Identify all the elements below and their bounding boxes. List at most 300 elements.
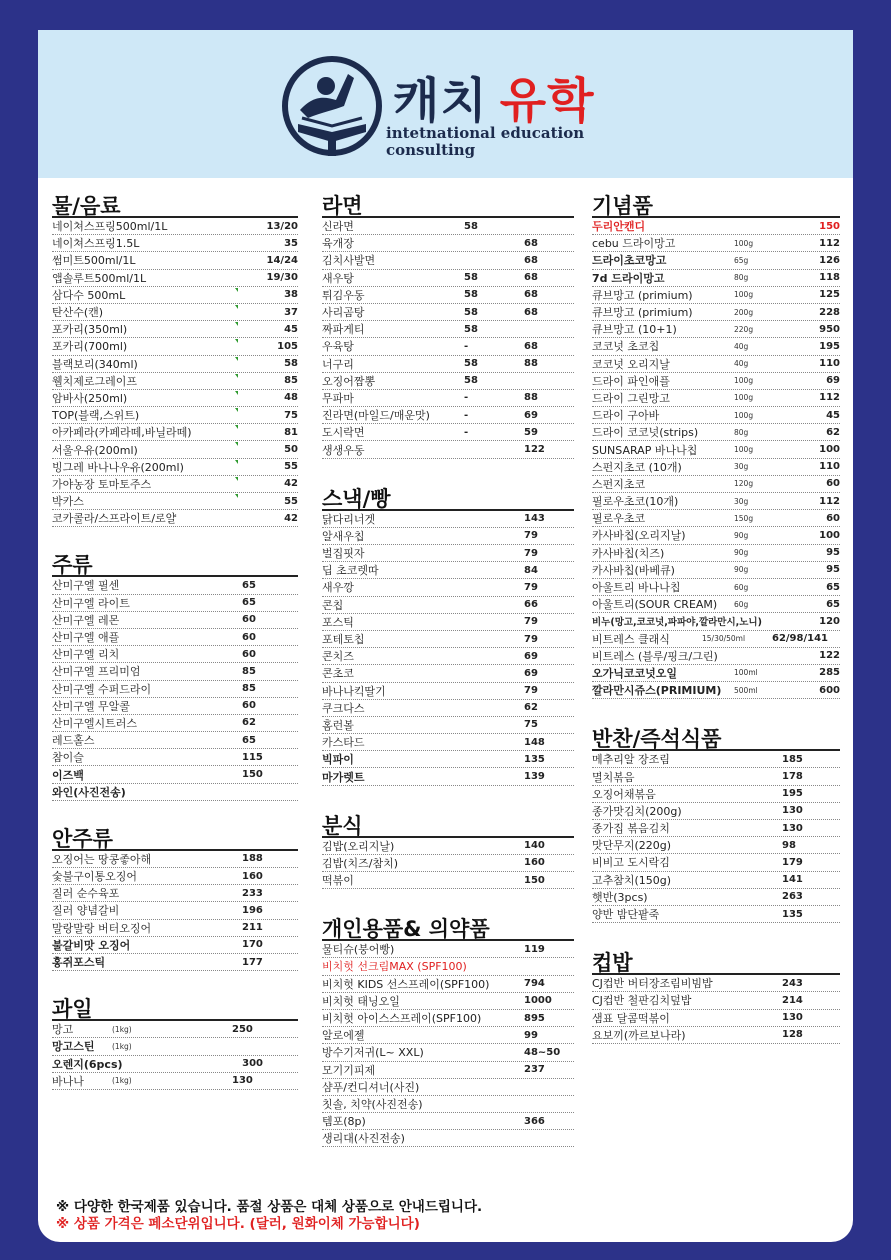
item-name: 드라이 구아바: [592, 409, 660, 423]
item-name: 스펀지초코: [592, 477, 646, 491]
item-name: 참이슬: [52, 751, 84, 765]
item-price: 110: [819, 461, 840, 473]
list-item: [322, 1044, 574, 1061]
item-name: 모기기피제: [322, 1063, 376, 1077]
item-name: 닭다리너겟: [322, 512, 376, 526]
item-name: 웰치제로그레이프: [52, 374, 138, 388]
item-price: 65: [826, 581, 840, 593]
item-name: 네이쳐스프링500ml/1L: [52, 220, 168, 234]
item-price: 60: [242, 700, 256, 712]
item-name: 필로우초코(10개): [592, 495, 679, 509]
item-price: 55: [284, 495, 298, 507]
column-left: [52, 178, 298, 1090]
section-title-souvenir: 기념품: [592, 186, 840, 218]
list-item: [322, 1096, 574, 1113]
section-title-liquor: 주류: [52, 545, 298, 577]
list-item: [592, 579, 840, 596]
item-price: 211: [242, 922, 263, 934]
item-price: 79: [524, 633, 538, 645]
item-price: 150: [524, 874, 545, 886]
section-fruit: [52, 989, 298, 1090]
item-name: 깔라만시쥬스(PRIMIUM): [592, 684, 722, 698]
brand-name-part2: 유학: [499, 73, 595, 129]
list-item: [592, 407, 840, 424]
list-item: [52, 868, 298, 885]
item-name: 홈런볼: [322, 718, 354, 732]
section-title-drinks: 물/음료: [52, 186, 298, 218]
item-large: 122: [524, 444, 545, 456]
item-price: 130: [782, 805, 803, 817]
item-price: 60: [242, 631, 256, 643]
item-name: 샴푸/컨디셔너(사진): [322, 1080, 420, 1094]
section-banchan: [592, 719, 840, 923]
list-item: [52, 373, 298, 390]
list-item: [592, 356, 840, 373]
item-price: 62/98/141: [771, 633, 828, 645]
list-item: [592, 338, 840, 355]
item-name: 와인(사진전송): [52, 785, 126, 799]
item-name: 네이쳐스프링1.5L: [52, 237, 140, 251]
item-name: 바나나: [52, 1074, 84, 1088]
list-item: [322, 287, 574, 304]
item-price: 196: [242, 904, 263, 916]
section-souvenir: [592, 186, 840, 699]
list-item: [592, 424, 840, 441]
item-price: 48: [284, 392, 298, 404]
list-item: [52, 252, 298, 269]
list-item: [52, 407, 298, 424]
item-price: 95: [826, 564, 840, 576]
item-price: 118: [819, 272, 840, 284]
item-price: 214: [782, 994, 803, 1006]
list-item: [322, 1130, 574, 1147]
list-item: [52, 441, 298, 458]
list-item: [52, 732, 298, 749]
item-size: 60g: [734, 582, 749, 592]
item-small: 58: [464, 306, 478, 318]
list-item: [52, 715, 298, 732]
list-item: [322, 424, 574, 441]
list-item: [322, 941, 574, 958]
green-corner-mark: [235, 339, 238, 343]
item-price: 130: [782, 822, 803, 834]
brand-subtitle-line1: intetnational education: [386, 124, 585, 142]
item-price: 130: [782, 1012, 803, 1024]
item-name: 산미구엘 애플: [52, 631, 120, 645]
item-name: 비트레스 (블루/핑크/그린): [592, 649, 718, 663]
item-price: 233: [242, 887, 263, 899]
item-name: 망고스틴: [52, 1040, 95, 1054]
item-name: 망고: [52, 1023, 74, 1037]
item-name: TOP(블랙,스위트): [52, 409, 140, 423]
item-size: 120g: [734, 479, 754, 489]
list-item: [322, 390, 574, 407]
item-size: 30g: [734, 462, 749, 472]
section-title-snack_bread: 스낵/빵: [322, 479, 574, 511]
item-price: 48~50: [524, 1046, 561, 1058]
item-price: 135: [524, 753, 545, 765]
item-name: 생리대(사진전송): [322, 1132, 405, 1146]
footer-note-2: ※ 상품 가격은 페소단위입니다. (달러, 원화이체 가능합니다): [56, 1216, 420, 1232]
item-small: 58: [464, 375, 478, 387]
list-item: [592, 889, 840, 906]
item-size: 100g: [734, 376, 754, 386]
item-price: 195: [782, 788, 803, 800]
list-item: [322, 511, 574, 528]
item-price: 243: [782, 977, 803, 989]
list-item: [592, 510, 840, 527]
item-price: 55: [284, 461, 298, 473]
list-item: [592, 631, 840, 648]
item-name: CJ컵반 철판김치덮밥: [592, 994, 692, 1008]
item-price: 160: [242, 870, 263, 882]
list-item: [52, 338, 298, 355]
item-price: 112: [819, 392, 840, 404]
item-small: -: [464, 392, 469, 404]
item-name: 방수기저귀(L~ XXL): [322, 1046, 424, 1060]
item-name: 콘치즈: [322, 650, 354, 664]
item-name: 앱솔루트500ml/1L: [52, 271, 147, 285]
item-name: 물티슈(붕어빵): [322, 943, 395, 957]
item-name: 짜파게티: [322, 323, 365, 337]
list-item: [322, 855, 574, 872]
item-name: 알새우칩: [322, 529, 365, 543]
item-large: 68: [524, 254, 538, 266]
item-size: 100g: [734, 290, 754, 300]
list-item: [592, 1010, 840, 1027]
list-item: [322, 838, 574, 855]
item-unit: (1kg): [112, 1076, 132, 1086]
list-item: [592, 270, 840, 287]
item-size: 15/30/50ml: [702, 634, 746, 644]
list-item: [322, 304, 574, 321]
item-name: 딥 초코렛따: [322, 564, 379, 578]
item-price: 58: [284, 358, 298, 370]
item-name: 큐브망고 (10+1): [592, 323, 677, 337]
item-name: 칫솔, 치약(사진전송): [322, 1097, 423, 1111]
list-item: [322, 958, 574, 975]
list-item: [52, 595, 298, 612]
item-price: 120: [819, 615, 840, 627]
item-price: 150: [819, 220, 840, 232]
section-liquor: [52, 545, 298, 800]
item-price: 75: [524, 719, 538, 731]
item-price: 148: [524, 736, 545, 748]
list-item: [592, 975, 840, 992]
list-item: [52, 493, 298, 510]
item-price: 69: [826, 375, 840, 387]
item-name: 종가집 볶음김치: [592, 822, 670, 836]
item-size: 40g: [734, 359, 749, 369]
item-name: 비치헛 KIDS 선스프레이(SPF100): [322, 977, 490, 991]
item-name: 코코넛 오리지날: [592, 357, 670, 371]
item-price: 79: [524, 685, 538, 697]
list-item: [592, 768, 840, 785]
section-bunsik: [322, 806, 574, 890]
list-item: [322, 218, 574, 235]
footer-note-1: ※ 다양한 한국제품 있습니다. 품절 상품은 대체 상품으로 안내드립니다.: [56, 1199, 483, 1215]
list-item: [322, 614, 574, 631]
list-item: [592, 906, 840, 923]
item-name: 오징어채볶음: [592, 787, 656, 801]
item-price: 65: [242, 734, 256, 746]
item-name: 새우탕: [322, 271, 354, 285]
item-small: -: [464, 426, 469, 438]
green-corner-mark: [235, 425, 238, 429]
section-personal: [322, 909, 574, 1147]
item-name: 포카리(700ml): [52, 340, 128, 354]
item-name: 스펀지초코 (10개): [592, 460, 682, 474]
list-item: [322, 768, 574, 785]
item-price: 300: [242, 1058, 263, 1070]
list-item: [592, 1027, 840, 1044]
item-price: 950: [819, 323, 840, 335]
item-name: 콘초코: [322, 667, 354, 681]
green-corner-mark: [235, 477, 238, 481]
item-name: 메추리알 장조림: [592, 753, 670, 767]
item-price: 122: [819, 650, 840, 662]
list-item: [322, 872, 574, 889]
list-item: [322, 597, 574, 614]
green-corner-mark: [235, 391, 238, 395]
list-item: [592, 235, 840, 252]
item-name: 빙그레 바나나우유(200ml): [52, 460, 184, 474]
item-name: 떡볶이: [322, 874, 354, 888]
item-name: 햇반(3pcs): [592, 890, 648, 904]
green-corner-mark: [235, 357, 238, 361]
list-item: [322, 441, 574, 458]
list-item: [52, 577, 298, 594]
item-size: 65g: [734, 255, 749, 265]
list-item: [592, 459, 840, 476]
item-size: 80g: [734, 273, 749, 283]
section-snack_bread: [322, 479, 574, 786]
item-unit: (1kg): [112, 1041, 132, 1051]
item-name: 코카콜라/스프라이트/로얄: [52, 512, 177, 526]
section-title-personal: 개인용품& 의약품: [322, 909, 574, 941]
list-item: [592, 613, 840, 630]
item-name: 비치헛 아이스스프레이(SPF100): [322, 1012, 482, 1026]
item-price: 135: [782, 908, 803, 920]
item-name: 두리안캔디: [592, 220, 646, 234]
item-name: 바나나킥딸기: [322, 684, 386, 698]
item-price: 38: [284, 289, 298, 301]
item-name: 콘칩: [322, 598, 344, 612]
section-snacks_side: [52, 819, 298, 971]
column-right: [592, 178, 840, 1044]
list-item: [322, 407, 574, 424]
list-item: [322, 270, 574, 287]
item-price: 85: [284, 375, 298, 387]
section-title-banchan: 반찬/즉석식품: [592, 719, 840, 751]
brand-name-part1: 캐치: [393, 73, 488, 129]
item-price: 112: [819, 495, 840, 507]
list-item: [52, 270, 298, 287]
list-item: [592, 287, 840, 304]
item-price: 100: [819, 444, 840, 456]
list-item: [52, 663, 298, 680]
item-name: 말랑말랑 버터오징어: [52, 921, 152, 935]
list-item: [52, 1056, 298, 1073]
item-price: 263: [782, 891, 803, 903]
item-name: 비치헛 태닝오일: [322, 994, 400, 1008]
item-price: 50: [284, 444, 298, 456]
item-name: 산미구엘 필센: [52, 579, 120, 593]
list-item: [52, 510, 298, 527]
item-name: 포카리(350ml): [52, 323, 128, 337]
item-price: 250: [232, 1023, 253, 1035]
item-price: 62: [826, 426, 840, 438]
item-price: 79: [524, 616, 538, 628]
list-item: [52, 235, 298, 252]
item-name: 사리곰탕: [322, 306, 365, 320]
item-name: 큐브망고 (primium): [592, 306, 693, 320]
item-price: 66: [524, 599, 538, 611]
item-price: 62: [524, 702, 538, 714]
list-item: [592, 527, 840, 544]
list-item: [322, 235, 574, 252]
list-item: [52, 885, 298, 902]
list-item: [592, 390, 840, 407]
item-price: 237: [524, 1064, 545, 1076]
item-size: 100g: [734, 238, 754, 248]
item-name: 코코넛 초코칩: [592, 340, 660, 354]
list-item: [52, 1021, 298, 1038]
item-small: 58: [464, 289, 478, 301]
item-price: 895: [524, 1012, 545, 1024]
item-name: 생생우동: [322, 443, 365, 457]
item-price: 79: [524, 581, 538, 593]
list-item: [322, 579, 574, 596]
list-item: [592, 803, 840, 820]
item-name: 큐브망고 (primium): [592, 288, 693, 302]
list-item: [322, 717, 574, 734]
item-size: 150g: [734, 513, 754, 523]
item-size: 90g: [734, 548, 749, 558]
item-price: 112: [819, 237, 840, 249]
item-price: 95: [826, 547, 840, 559]
item-name: 삼다수 500mL: [52, 288, 126, 302]
item-size: 90g: [734, 565, 749, 575]
item-name: 김밥(오리지날): [322, 839, 395, 853]
list-item: [322, 734, 574, 751]
list-item: [322, 1062, 574, 1079]
list-item: [592, 837, 840, 854]
item-name: 레드홀스: [52, 734, 95, 748]
list-item: [322, 1079, 574, 1096]
list-item: [592, 545, 840, 562]
item-name: 빅파이: [322, 753, 354, 767]
item-large: 68: [524, 289, 538, 301]
item-price: 130: [232, 1075, 253, 1087]
item-name: 김밥(치즈/참치): [322, 856, 399, 870]
list-item: [592, 786, 840, 803]
item-price: 60: [826, 512, 840, 524]
item-price: 42: [284, 512, 298, 524]
list-item: [592, 665, 840, 682]
item-name: 가야농장 토마토주스: [52, 477, 152, 491]
list-item: [322, 338, 574, 355]
item-large: 68: [524, 306, 538, 318]
list-item: [592, 252, 840, 269]
item-name: 홍쥐포스틱: [52, 956, 106, 970]
item-price: 60: [826, 478, 840, 490]
item-name: 드라이초코망고: [592, 254, 667, 268]
green-corner-mark: [235, 374, 238, 378]
section-title-snacks_side: 안주류: [52, 819, 298, 851]
item-name: 필로우초코: [592, 512, 646, 526]
item-price: 99: [524, 1029, 538, 1041]
item-name: 아카페라(카페라떼,바닐라떼): [52, 426, 192, 440]
item-name: 암바사(250ml): [52, 391, 128, 405]
item-size: 100g: [734, 393, 754, 403]
green-corner-mark: [235, 288, 238, 292]
item-small: -: [464, 340, 469, 352]
item-name: 고추참치(150g): [592, 873, 672, 887]
item-price: 119: [524, 943, 545, 955]
item-name: 카사바칩(치즈): [592, 546, 665, 560]
item-name: 질러 순수육포: [52, 887, 120, 901]
item-price: 69: [524, 667, 538, 679]
item-price: 126: [819, 254, 840, 266]
list-item: [322, 562, 574, 579]
list-item: [322, 1113, 574, 1130]
item-size: 30g: [734, 496, 749, 506]
item-name: CJ컵반 버터장조림비빔밥: [592, 977, 713, 991]
list-item: [592, 304, 840, 321]
item-price: 65: [242, 597, 256, 609]
item-price: 35: [284, 237, 298, 249]
item-name: 비치헛 선크림MAX (SPF100): [322, 960, 467, 974]
list-item: [52, 766, 298, 783]
item-name: 드라이 코코넛(strips): [592, 426, 699, 440]
item-name: 이즈백: [52, 768, 84, 782]
item-name: 드라이 파인애플: [592, 374, 670, 388]
section-title-fruit: 과일: [52, 989, 298, 1021]
list-item: [52, 920, 298, 937]
list-item: [52, 646, 298, 663]
item-name: 포스틱: [322, 615, 354, 629]
item-price: 125: [819, 289, 840, 301]
item-price: 366: [524, 1115, 545, 1127]
item-price: 110: [819, 358, 840, 370]
list-item: [592, 321, 840, 338]
green-corner-mark: [235, 494, 238, 498]
item-price: 69: [524, 650, 538, 662]
list-item: [322, 1010, 574, 1027]
item-price: 85: [242, 665, 256, 677]
list-item: [592, 992, 840, 1009]
green-corner-mark: [235, 305, 238, 309]
column-middle: [322, 178, 574, 1147]
item-price: 188: [242, 853, 263, 865]
item-large: 68: [524, 272, 538, 284]
item-name: 우육탕: [322, 340, 354, 354]
list-item: [592, 493, 840, 510]
item-name: 포테토칩: [322, 633, 365, 647]
list-item: [322, 700, 574, 717]
list-item: [592, 751, 840, 768]
list-item: [592, 562, 840, 579]
item-price: 794: [524, 978, 545, 990]
list-item: [592, 476, 840, 493]
list-item: [592, 820, 840, 837]
item-price: 65: [242, 579, 256, 591]
item-price: 140: [524, 840, 545, 852]
green-corner-mark: [235, 460, 238, 464]
item-name: 샘표 달콤떡볶이: [592, 1011, 670, 1025]
item-name: 육개장: [322, 237, 354, 251]
